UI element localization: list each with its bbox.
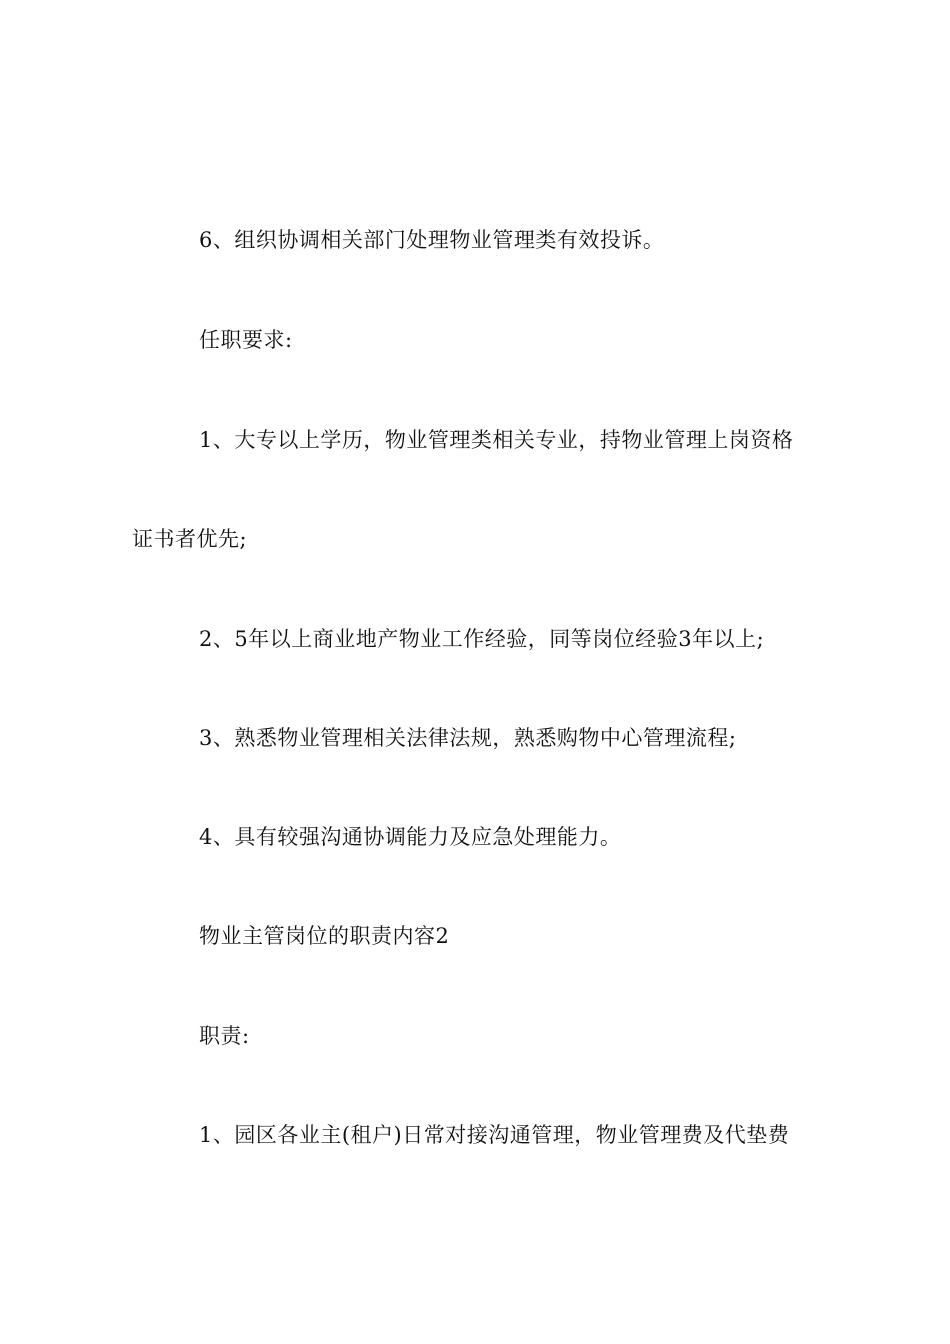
paragraph-requirement-1: 1、大专以上学历，物业管理类相关专业，持物业管理上岗资格 bbox=[199, 428, 794, 452]
paragraph-requirement-3: 3、熟悉物业管理相关法律法规，熟悉购物中心管理流程; bbox=[199, 726, 737, 750]
paragraph-requirement-4: 4、具有较强沟通协调能力及应急处理能力。 bbox=[199, 825, 622, 849]
paragraph-requirement-1-continued: 证书者优先; bbox=[132, 527, 248, 551]
paragraph-duty-6: 6、组织协调相关部门处理物业管理类有效投诉。 bbox=[199, 228, 665, 252]
heading-requirements: 任职要求: bbox=[199, 328, 293, 352]
paragraph-requirement-2: 2、5年以上商业地产物业工作经验，同等岗位经验3年以上; bbox=[199, 627, 765, 651]
heading-duties: 职责: bbox=[199, 1024, 250, 1048]
paragraph-duty-1: 1、园区各业主(租户)日常对接沟通管理，物业管理费及代垫费 bbox=[199, 1123, 790, 1147]
section-title: 物业主管岗位的职责内容2 bbox=[199, 924, 450, 948]
